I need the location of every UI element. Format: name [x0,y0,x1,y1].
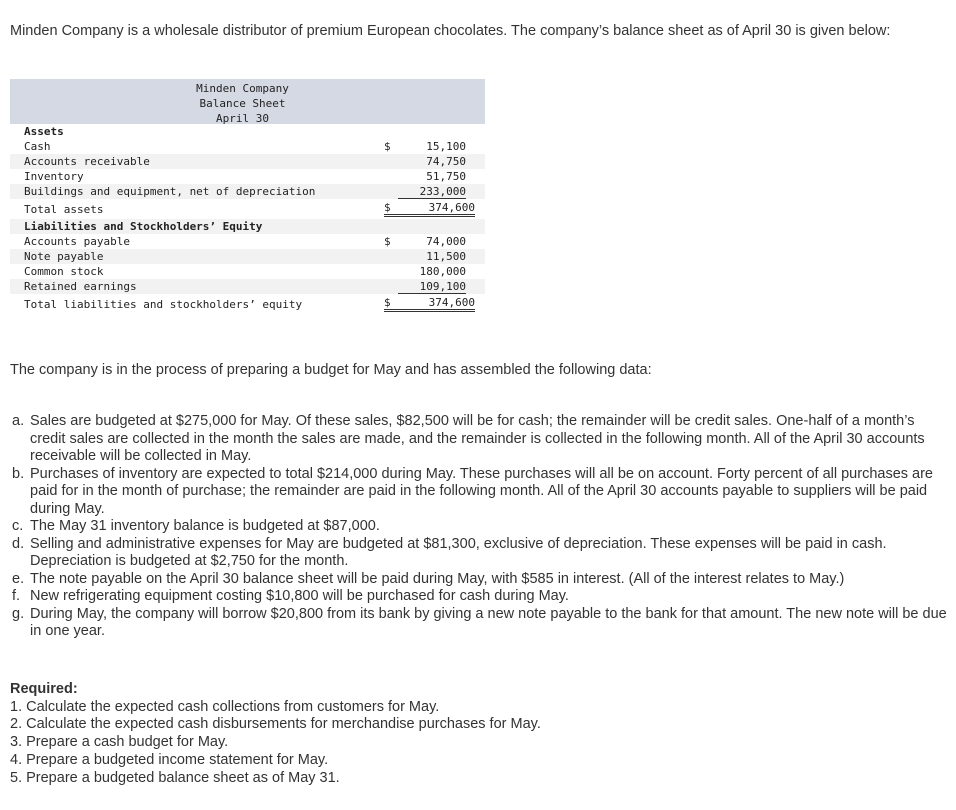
item-marker: a. [12,413,25,429]
total-liabilities-row [10,294,485,314]
required-heading: Required: [10,681,78,697]
row-label: Retained earnings [24,280,137,293]
list-item [12,466,952,519]
statement-date: April 30 [216,112,269,125]
note-payable-row [10,249,485,264]
list-item [12,571,952,589]
list-item [12,606,952,641]
item-text: Purchases of inventory are expected to total $214,000 during May. These purchases will all be on account. Forty percent of all purchases are paid for in the month of purchase; the remainder are paid in the following month. All of the April 30 accounts payable to suppliers will be paid during May. [30,465,934,517]
statement-title: Balance Sheet [199,97,286,110]
accounts-payable-row [10,234,485,249]
dollar-sign: $ [384,140,391,153]
retained-earnings-row [10,279,485,294]
row-value: 74,000 [426,235,466,248]
row-value: 374,600 [428,201,475,214]
item-text: Sales are budgeted at $275,000 for May. Of these sales, $82,500 will be for cash; the remainder will be credit sales. One-half of a month’s credit sales are collected in the month the sales are made, and the remainder is collected in the following month. All of the April 30 accounts receivable will be collected in May. [30,413,925,464]
row-label: Accounts receivable [24,155,150,168]
company-name: Minden Company [196,82,289,95]
accounts-receivable-row [10,154,485,169]
required-item: 4. Prepare a budgeted income statement for May. [10,751,329,768]
list-item [12,536,952,571]
balance-sheet-table [10,79,485,314]
row-label: Buildings and equipment, net of depreciation [24,185,316,198]
required-item: 2. Calculate the expected cash disbursements for merchandise purchases for May. [10,716,541,733]
required-section [10,681,940,787]
row-label: Total assets [24,202,104,216]
required-item: 3. Prepare a cash budget for May. [10,734,229,751]
list-item [12,518,952,536]
required-list [10,699,940,788]
row-value: 180,000 [419,265,466,278]
common-stock-row [10,264,485,279]
balance-sheet-header [10,79,485,124]
assets-heading: Assets [24,125,64,138]
buildings-row [10,184,485,199]
required-item: 1. Calculate the expected cash collections from customers for May. [10,698,440,715]
liabilities-heading: Liabilities and Stockholders’ Equity [10,219,485,234]
row-value: 233,000 [398,185,466,199]
item-marker: c. [12,518,24,534]
item-marker: f. [12,588,21,604]
inventory-row [10,169,485,184]
required-item: 5. Prepare a budgeted balance sheet as of May 31. [10,769,340,786]
item-marker: b. [12,465,25,482]
list-item [12,413,952,466]
row-value: 15,100 [426,140,466,153]
row-label: Accounts payable [24,235,130,248]
dollar-sign: $ [384,296,391,309]
item-marker: g. [12,605,25,622]
row-value: 11,500 [426,250,466,263]
row-label: Inventory [24,170,84,183]
item-marker: e. [12,570,25,587]
data-items-list [12,413,952,641]
intro-paragraph: Minden Company is a wholesale distributor of premium European chocolates. The company’s balance sheet as of April 30 is given below: [10,23,891,39]
total-assets-row [10,199,485,219]
process-paragraph: The company is in the process of preparing a budget for May and has assembled the following data: [10,362,652,378]
row-label: Note payable [24,250,104,263]
row-value: 109,100 [398,280,466,294]
row-label: Common stock [24,265,104,278]
row-value: 374,600 [428,296,475,309]
item-text: The May 31 inventory balance is budgeted at $87,000. [30,518,380,534]
dollar-sign: $ [384,235,391,248]
item-text: During May, the company will borrow $20,800 from its bank by giving a new note payable to the bank for that amount. The new note will be due in one year. [30,605,947,639]
item-text: Selling and administrative expenses for May are budgeted at $81,300, exclusive of depreciation. These expenses will be paid in cash. Depreciation is budgeted at $2,750 for the month. [30,535,887,569]
row-label: Total liabilities and stockholders’ equity [24,297,303,311]
row-value: 74,750 [426,155,466,168]
row-value: 51,750 [426,170,466,183]
dollar-sign: $ [384,201,391,214]
cash-row [10,139,485,154]
row-label: Cash [24,140,51,153]
list-item [12,588,952,606]
item-text: The note payable on the April 30 balance sheet will be paid during May, with $585 in interest. (All of the interest relates to May.) [30,570,845,587]
item-marker: d. [12,535,25,552]
item-text: New refrigerating equipment costing $10,800 will be purchased for cash during May. [30,588,569,604]
